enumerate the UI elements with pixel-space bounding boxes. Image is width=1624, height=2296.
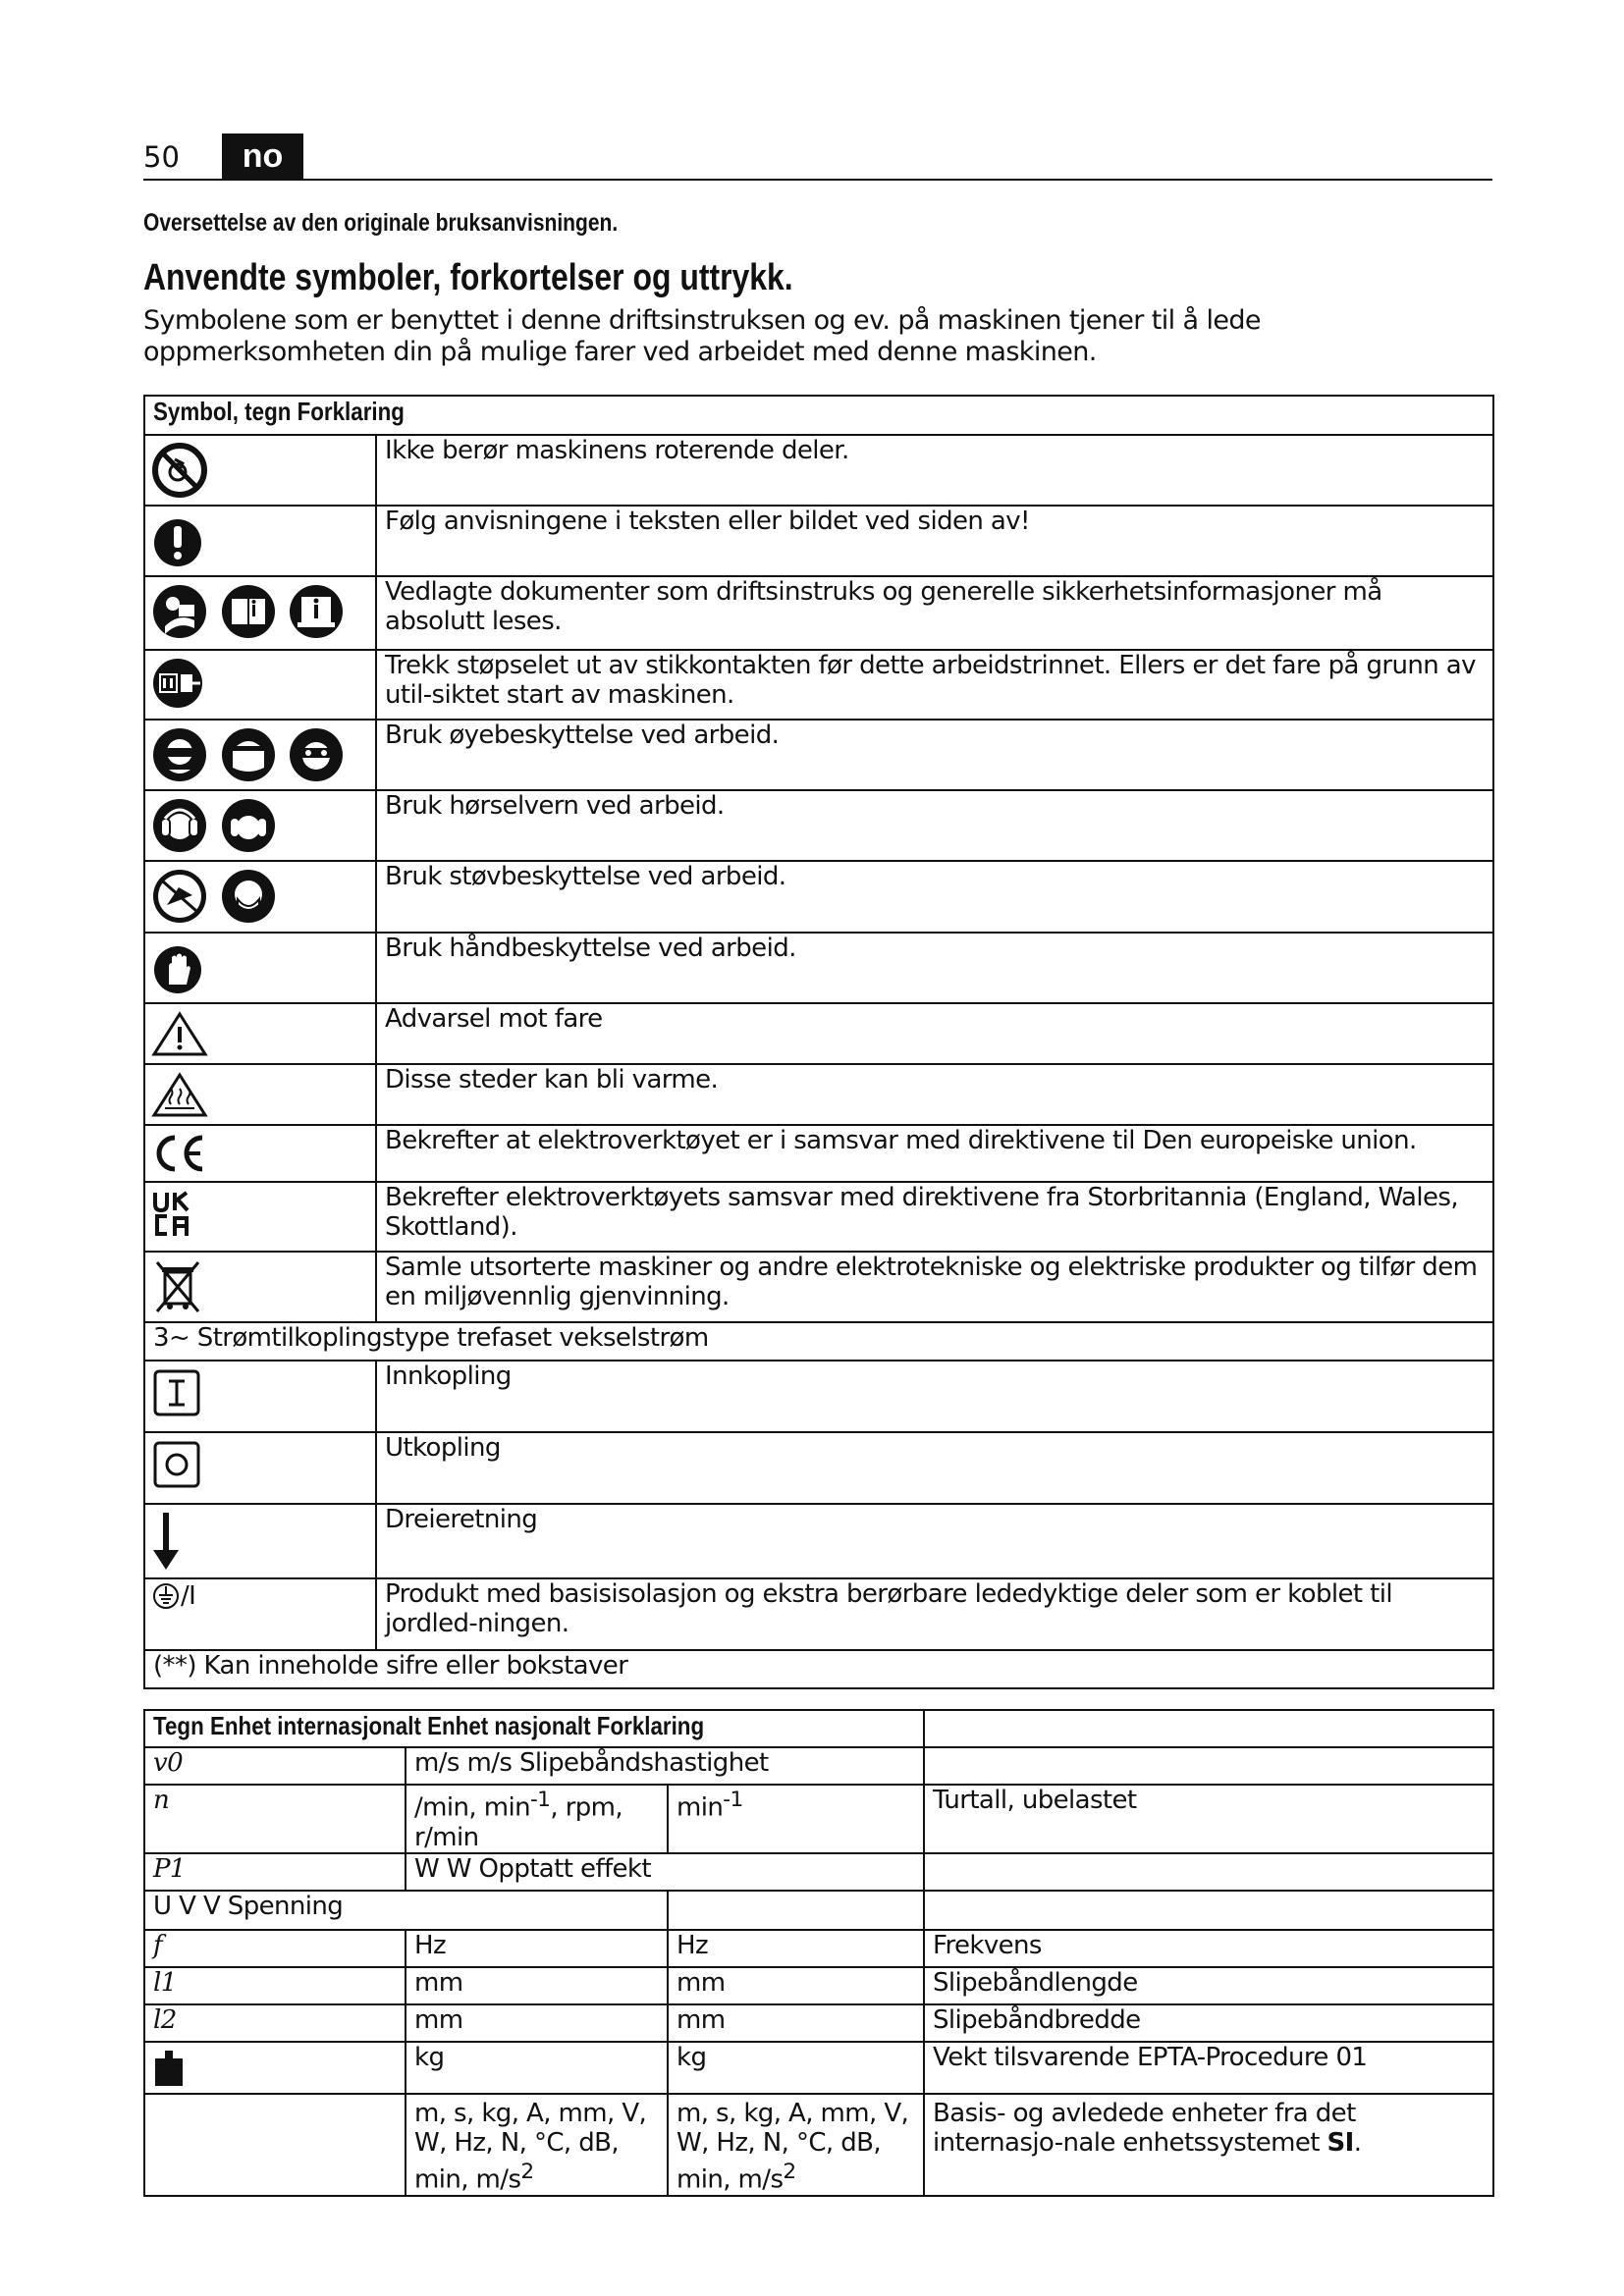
ce-mark-icon (151, 1132, 210, 1175)
symbol-description: Bruk støvbeskyttelse ved arbeid. (376, 861, 1493, 933)
symbol-description: Utkopling (376, 1432, 1493, 1504)
hot-surface-icon (151, 1071, 208, 1118)
mandatory-exclamation-icon (151, 512, 204, 569)
symbol-description: Dreieretning (376, 1504, 1493, 1578)
switch-off-icon (151, 1439, 202, 1490)
earth-class-icon (151, 1581, 181, 1611)
symbol-description: Vedlagte dokumenter som driftsinstruks og generelle sikkerhetsinformasjoner må absolutt leses. (376, 576, 1493, 650)
unit-international: mm (406, 2004, 668, 2042)
unit-description: Turtall, ubelastet (924, 1785, 1493, 1853)
symbol-cell (144, 790, 376, 861)
unit-national: Hz (668, 1930, 924, 1967)
manual-info-icon (288, 583, 345, 640)
symbol-cell (144, 1125, 376, 1182)
no-touch-rotating-icon (151, 442, 208, 499)
symbol-description: Bruk øyebeskyttelse ved arbeid. (376, 720, 1493, 790)
unit-description: Slipebåndbredde (924, 2004, 1493, 2042)
symbol-description: Bekrefter elektroverktøyets samsvar med direktivene fra Storbritannia (England, Wales, Skottland). (376, 1182, 1493, 1252)
symbol-description: Produkt med basisisolasjon og ekstra berørbare lededyktige deler som er koblet til jordled-ningen. (376, 1578, 1493, 1650)
ukca-mark-icon (151, 1189, 198, 1240)
section-heading: Anvendte symboler, forkortelser og uttrykk. (143, 257, 793, 298)
symbol-cell (144, 1182, 376, 1252)
dust-mask-icon (151, 868, 208, 925)
unit-sign: l1 (144, 1967, 406, 2004)
unit-description: Basis- og avledede enheter fra det internasjo-nale enhetssystemet SI. (924, 2094, 1493, 2196)
units-table-header: Tegn Enhet internasjonalt Enhet nasjonalt Forklaring (144, 1710, 924, 1747)
unit-international: mm (406, 1967, 668, 2004)
unit-empty-cell (924, 1853, 1493, 1891)
unit-national: kg (668, 2042, 924, 2094)
unit-row-merged: W W Opptatt effekt (406, 1853, 924, 1891)
symbol-cell (144, 1361, 376, 1432)
ear-muff-icon (220, 797, 277, 854)
symbol-description: Trekk støpselet ut av stikkontakten før dette arbeidstrinnet. Ellers er det fare på grunn av util-siktet start av maskinen. (376, 650, 1493, 720)
manual-book-icon (220, 583, 277, 640)
earth-class-suffix: /I (181, 1581, 196, 1611)
symbol-cell (144, 1064, 376, 1125)
symbol-description: Disse steder kan bli varme. (376, 1064, 1493, 1125)
unit-sign-empty (144, 2094, 406, 2196)
unit-sign: v0 (144, 1747, 406, 1785)
unit-row-merged: U V V Spenning (144, 1891, 668, 1930)
unit-national: mm (668, 1967, 924, 2004)
footnote-row: (**) Kan inneholde sifre eller bokstaver (144, 1650, 1493, 1688)
symbol-cell (144, 650, 376, 720)
unplug-icon (151, 657, 204, 710)
unit-description: Frekvens (924, 1930, 1493, 1967)
unit-sign: l2 (144, 2004, 406, 2042)
rotation-arrow-icon (151, 1511, 181, 1572)
read-manual-icon (151, 583, 208, 640)
symbol-cell (144, 1578, 376, 1650)
unit-national: $\min^{-1}$ (668, 1785, 924, 1853)
language-badge: no (222, 133, 303, 179)
warning-triangle-icon (151, 1010, 208, 1057)
unit-international: Hz (406, 1930, 668, 1967)
symbol-description: Følg anvisningene i teksten eller bildet ved siden av! (376, 506, 1493, 576)
three-phase-row: 3~ Strømtilkoplingstype trefaset vekselstrøm (144, 1322, 1493, 1361)
units-table (143, 1709, 1494, 2197)
unit-national: mm (668, 2004, 924, 2042)
document-subtitle: Oversettelse av den originale bruksanvisningen. (143, 209, 619, 237)
eye-protection-icon (151, 726, 208, 783)
symbols-table (143, 395, 1494, 1689)
unit-sign: P1 (144, 1853, 406, 1891)
unit-international: /min, $\min^{-1}$, rpm, r/min (406, 1785, 668, 1853)
hand-protection-icon (151, 939, 204, 996)
symbol-cell (144, 1003, 376, 1064)
switch-on-icon (151, 1367, 202, 1418)
symbol-description: Ikke berør maskinens roterende deler. (376, 435, 1493, 506)
page-number: 50 (143, 140, 180, 174)
units-table-empty-cell (924, 1710, 1493, 1747)
unit-empty-cell (924, 1891, 1493, 1930)
symbol-cell (144, 720, 376, 790)
symbol-description: Innkopling (376, 1361, 1493, 1432)
header-rule (143, 179, 1492, 181)
unit-sign (144, 2042, 406, 2094)
unit-row-merged: m/s m/s Slipebåndshastighet (406, 1747, 924, 1785)
face-shield-icon (220, 726, 277, 783)
unit-international: kg (406, 2042, 668, 2094)
symbol-cell (144, 506, 376, 576)
symbol-cell (144, 435, 376, 506)
symbol-description: Bruk håndbeskyttelse ved arbeid. (376, 933, 1493, 1003)
unit-national: m, s, kg, A, mm, V, W, Hz, N, °C, dB, min, $m/s^2$ (668, 2094, 924, 2196)
symbol-cell (144, 1504, 376, 1578)
unit-description: Slipebåndlengde (924, 1967, 1493, 2004)
symbol-description: Samle utsorterte maskiner og andre elektrotekniske og elektriske produkter og tilfør dem en miljøvennlig gjenvinning. (376, 1252, 1493, 1322)
unit-description: Vekt tilsvarende EPTA-Procedure 01 (924, 2042, 1493, 2094)
unit-international: m, s, kg, A, mm, V, W, Hz, N, °C, dB, min, $m/s^2$ (406, 2094, 668, 2196)
respirator-icon (220, 868, 277, 925)
symbol-description: Advarsel mot fare (376, 1003, 1493, 1064)
unit-sign: f (144, 1930, 406, 1967)
unit-sign: n (144, 1785, 406, 1853)
weee-bin-icon (151, 1258, 204, 1315)
symbol-cell (144, 1432, 376, 1504)
goggles-icon (288, 726, 345, 783)
ear-protection-icon (151, 797, 208, 854)
unit-empty-cell (924, 1747, 1493, 1785)
symbol-description: Bruk hørselvern ved arbeid. (376, 790, 1493, 861)
symbol-cell (144, 861, 376, 933)
symbol-cell (144, 933, 376, 1003)
intro-paragraph: Symbolene som er benyttet i denne driftsinstruksen og ev. på maskinen tjener til å lede oppmerksomheten din på mulige farer ved arbeidet med denne maskinen. (143, 305, 1261, 367)
symbols-table-header: Symbol, tegn Forklaring (144, 396, 1493, 435)
symbol-cell (144, 1252, 376, 1322)
symbol-cell (144, 576, 376, 650)
weight-icon (153, 2051, 185, 2086)
symbol-description: Bekrefter at elektroverktøyet er i samsvar med direktivene til Den europeiske union. (376, 1125, 1493, 1182)
unit-empty-cell (668, 1891, 924, 1930)
